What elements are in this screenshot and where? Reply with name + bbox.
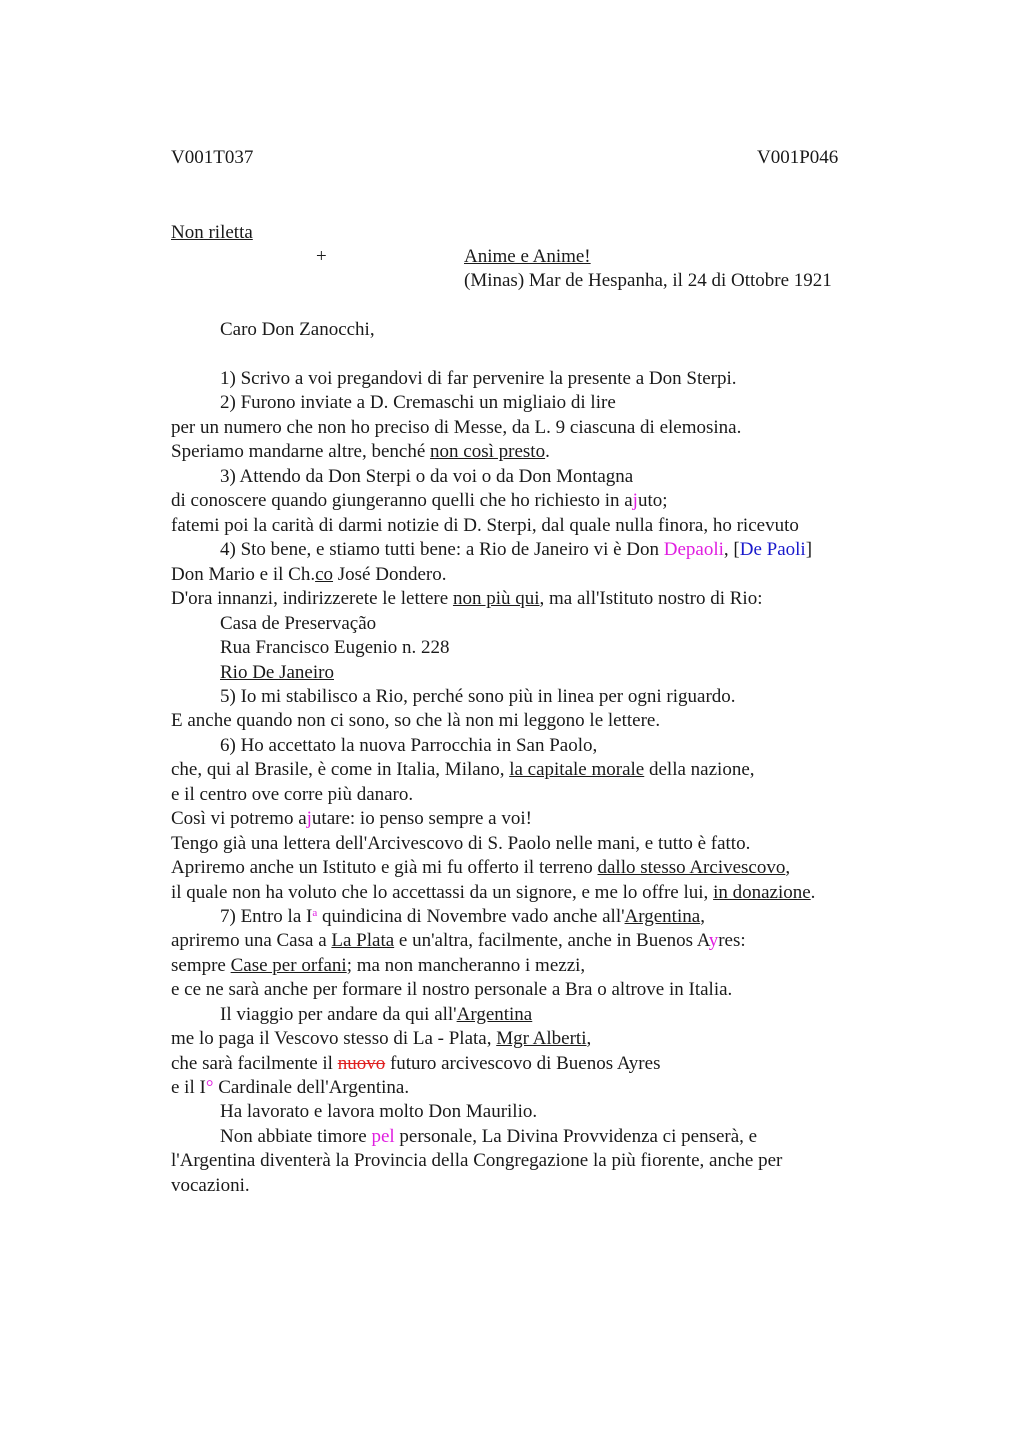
text-segment: 7) Entro la I (220, 906, 313, 927)
text-segment: Apriremo anche un Istituto e già mi fu offerto il terreno (171, 857, 598, 878)
text-line (171, 1077, 409, 1099)
text-line: 3) Attendo da Don Sterpi o da voi o da Don Montagna (220, 466, 634, 487)
editor-correction: a (312, 907, 318, 919)
text-segment: José Dondero. (333, 564, 447, 585)
text-line: l'Argentina diventerà la Provincia della Congregazione la più fiorente, anche per (171, 1150, 783, 1171)
text-segment: e il I (171, 1077, 206, 1098)
text-segment: futuro arcivescovo di Buenos Ayres (385, 1053, 661, 1074)
text-line (171, 1028, 591, 1050)
text-line (220, 1004, 532, 1026)
underlined-text: non così presto (430, 441, 546, 462)
text-segment: , (586, 1028, 592, 1049)
text-segment: il quale non ha voluto che lo accettassi da un signore, e me lo offre lui, (171, 882, 714, 903)
underlined-text: Argentina (456, 1004, 533, 1025)
editor-correction: ° (205, 1077, 214, 1098)
text-segment: Speriamo mandarne altre, benché (171, 441, 431, 462)
text-line (220, 539, 812, 561)
text-line: e ce ne sarà anche per formare il nostro personale a Bra o altrove in Italia. (171, 979, 733, 1000)
text-segment: ; ma non mancheranno i mezzi, (346, 955, 586, 976)
editor-note: De Paoli (739, 539, 806, 560)
text-segment: Il viaggio per andare da qui all' (220, 1004, 457, 1025)
address-line: Casa de Preservação (220, 613, 377, 634)
text-line: fatemi poi la carità di darmi notizie di D. Sterpi, dal quale nulla finora, ho ricevuto (171, 515, 799, 536)
editor-correction: j (632, 490, 638, 511)
text-segment: personale, La Divina Provvidenza ci penserà, e (394, 1126, 758, 1147)
text-segment: Cardinale dell'Argentina. (213, 1077, 410, 1098)
underlined-text: in donazione (713, 882, 811, 903)
text-segment: me lo paga il Vescovo stesso di La - Plata, (171, 1028, 497, 1049)
text-segment: Così vi potremo a (171, 808, 307, 829)
text-segment: , [ (723, 539, 740, 560)
editor-correction: pel (371, 1126, 395, 1147)
text-line (171, 930, 746, 952)
text-segment: apriremo una Casa a (171, 930, 332, 951)
underlined-text: Case per orfani (230, 955, 347, 976)
text-segment: res: (718, 930, 746, 951)
text-segment: , (785, 857, 791, 878)
text-line (171, 588, 763, 610)
text-segment: utare: io penso sempre a voi! (311, 808, 532, 829)
text-line: 5) Io mi stabilisco a Rio, perché sono più in linea per ogni riguardo. (220, 686, 736, 707)
text-line (171, 1053, 660, 1075)
text-segment: . (810, 882, 816, 903)
text-line: per un numero che non ho preciso di Messe, da L. 9 ciascuna di elemosina. (171, 417, 742, 438)
editor-correction: j (306, 808, 312, 829)
text-line (171, 564, 446, 586)
text-line: Ha lavorato e lavora molto Don Maurilio. (220, 1101, 538, 1122)
motto: Anime e Anime! (464, 246, 591, 267)
text-segment: Non abbiate timore (220, 1126, 372, 1147)
text-segment: . (545, 441, 550, 462)
text-line (220, 1126, 757, 1148)
status-note: Non riletta (171, 222, 253, 243)
text-segment: che, qui al Brasile, è come in Italia, Milano, (171, 759, 510, 780)
text-line (171, 882, 815, 904)
text-segment: 4) Sto bene, e stiamo tutti bene: a Rio de Janeiro vi è Don (220, 539, 664, 560)
underlined-text: Argentina (624, 906, 701, 927)
address-line: Rua Francisco Eugenio n. 228 (220, 637, 450, 658)
underlined-text: co (315, 564, 334, 585)
text-segment: e un'altra, facilmente, anche in Buenos A (394, 930, 709, 951)
text-line (220, 906, 705, 928)
text-line (171, 490, 668, 512)
text-segment: che sarà facilmente il (171, 1053, 338, 1074)
header-left-code: V001T037 (171, 147, 254, 168)
underlined-text: dallo stesso Arcivescovo (597, 857, 786, 878)
text-line: vocazioni. (171, 1175, 250, 1196)
text-line (171, 759, 755, 781)
text-line: 2) Furono inviate a D. Cremaschi un migliaio di lire (220, 392, 616, 413)
header-right-code: V001P046 (757, 147, 839, 168)
text-line (171, 441, 550, 463)
text-line: e il centro ove corre più danaro. (171, 784, 414, 805)
text-segment: , ma all'Istituto nostro di Rio: (539, 588, 763, 609)
editor-correction: y (708, 930, 719, 951)
text-line: 1) Scrivo a voi pregandovi di far pervenire la presente a Don Sterpi. (220, 368, 737, 389)
editor-correction: Depaoli (663, 539, 724, 560)
text-line (171, 808, 532, 830)
text-line: E anche quando non ci sono, so che là non mi leggono le lettere. (171, 710, 661, 731)
text-segment: , (700, 906, 705, 927)
text-segment: D'ora innanzi, indirizzerete le lettere (171, 588, 453, 609)
greeting: Caro Don Zanocchi, (220, 319, 375, 340)
text-segment: uto; (637, 490, 668, 511)
text-line: Tengo già una lettera dell'Arcivescovo di S. Paolo nelle mani, e tutto è fatto. (171, 833, 751, 854)
struck-through-text: nuovo (337, 1053, 386, 1074)
text-segment: sempre (171, 955, 231, 976)
underlined-text: Mgr Alberti (496, 1028, 587, 1049)
text-segment: quindicina di Novembre vado anche all' (317, 906, 625, 927)
text-line (171, 955, 585, 977)
text-segment: ] (805, 539, 813, 560)
address-line: Rio De Janeiro (220, 662, 334, 683)
text-segment: della nazione, (644, 759, 755, 780)
text-line (171, 857, 790, 879)
text-segment: di conoscere quando giungeranno quelli che ho richiesto in a (171, 490, 633, 511)
place-date: (Minas) Mar de Hespanha, il 24 di Ottobre 1921 (464, 270, 832, 291)
cross-symbol: + (316, 246, 327, 267)
underlined-text: La Plata (331, 930, 395, 951)
underlined-text: la capitale morale (509, 759, 645, 780)
text-segment: Don Mario e il Ch. (171, 564, 316, 585)
text-line: 6) Ho accettato la nuova Parrocchia in San Paolo, (220, 735, 598, 756)
underlined-text: non più qui (452, 588, 540, 609)
